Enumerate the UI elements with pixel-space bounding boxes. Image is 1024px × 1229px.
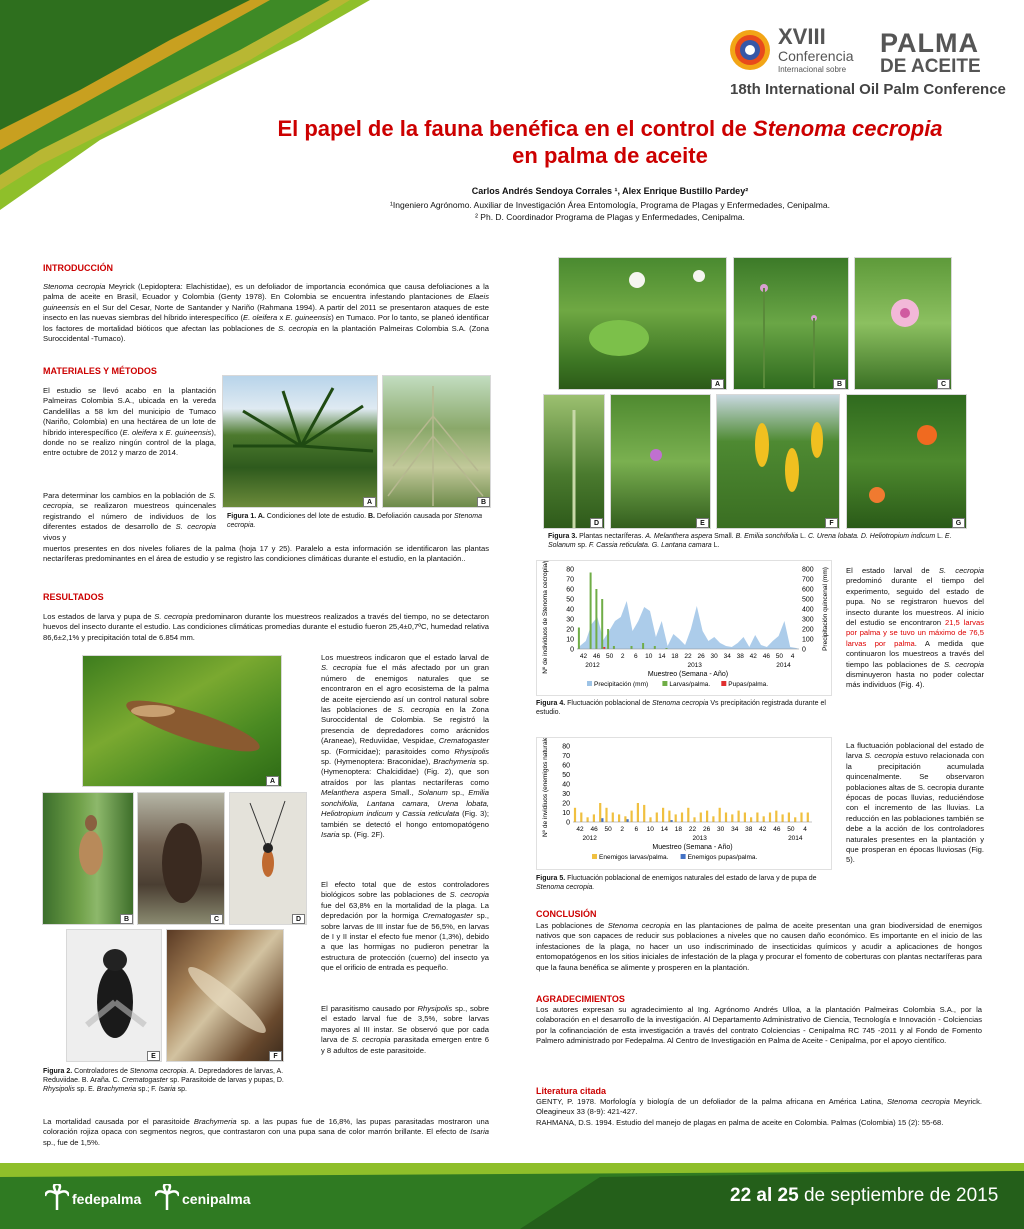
x-tick-label: 38 <box>736 653 744 660</box>
palma-word: PALMA <box>880 28 979 58</box>
x-tick-label: 14 <box>658 653 666 660</box>
event-date <box>730 1185 998 1207</box>
cenipalma-text: cenipalma <box>182 1191 251 1207</box>
x-tick-label: 4 <box>803 826 807 833</box>
palma-logo <box>880 28 1010 78</box>
results-text-1: Los estados de larva y pupa de S. cecropia predominaron durante los muestreos realizados a través del tiempo, no se detectaron huevos del insecto durante el estudio. Las condiciones climáticas promedias durante el estudio fueron 25,4±0,7ºC, humedad relativa 86,6±2,1% y precipitación total de 6.854 mm. <box>43 612 489 642</box>
right-text-2: La fluctuación poblacional del estado de larva S. cecropia estuvo relacionada con la precipitación acumulada quincenalmente. Se observaron poblaciones altas de S. cecropia durante épocas de pocas lluvias, reduciéndose con el incremento de las lluvias. La reducción en las poblaciones también se debe a la acción de los controladores naturales presentes en la plantación y que prosperan en épocas lluviosas (Fig. 5). <box>846 741 984 865</box>
x-axis-title: Muestreo (Semana - Año) <box>652 844 733 851</box>
bar-0 <box>574 808 576 822</box>
x-tick-label: 34 <box>723 653 731 660</box>
conference-roman: XVIII <box>778 24 826 49</box>
x-tick-label: 6 <box>634 826 639 833</box>
bar-0 <box>590 573 592 650</box>
fig3-photo-b <box>733 257 849 390</box>
fig1-label-b: B <box>477 497 490 507</box>
fig2-photo-b <box>42 792 134 925</box>
aceite-word: DE ACEITE <box>880 56 981 77</box>
legend-label: Enemigos pupas/palma. <box>687 854 758 861</box>
y-tick-label: 60 <box>566 586 574 594</box>
bar-0 <box>807 813 809 823</box>
y2-tick-label: 300 <box>802 616 814 624</box>
conference-emblem-icon <box>728 28 772 72</box>
fig3-photo-d <box>543 394 605 529</box>
y-tick-label: 50 <box>562 772 570 779</box>
legend-swatch <box>681 854 686 859</box>
y-tick-label: 80 <box>562 743 570 751</box>
year-label: 2012 <box>582 835 597 842</box>
results-text-5: La mortalidad causada por el parasitoide Brachymeria sp. a las pupas fue de 16,8%, las pupas parasitadas mostraron una coloración rojiza opaca con segmentos negros, que contrastaron con una pupa sana de color marrón brillante. El efecto de Isaria sp., fue de 1,5%. <box>43 1117 489 1147</box>
y-tick-label: 60 <box>562 762 570 770</box>
fig4-chart-svg <box>537 561 833 697</box>
x-tick-label: 50 <box>605 653 614 660</box>
fig2-photo-a <box>82 655 282 787</box>
bar-0 <box>643 805 645 822</box>
x-tick-label: 50 <box>775 653 784 660</box>
y-tick-label: 30 <box>566 616 574 624</box>
bar-0 <box>631 646 633 649</box>
x-tick-label: 18 <box>671 653 679 660</box>
fig3-label-g: G <box>952 518 965 528</box>
acknowledgements-text: Los autores expresan su agradecimiento al Ing. Agrónomo Andrés Ulloa, a la plantación Palmeiras Colombia S.A., por la colaboración en el desarrollo de la investigación. Al Departamento Administrativo de Ciencia, Tecnología e Innovación - Colciencias por la cofinanciación de esta investigación a través del contrato Colciencias - Cenipalma RC 745 -2011 y al Fondo de Fomento Palmero administrado por Fedepalma. Al Centro de Investigación en Palma de Aceite - Cenipalma, por el apoyo científico. <box>536 1005 982 1046</box>
bar-0 <box>649 817 651 822</box>
y2-tick-label: 100 <box>802 636 814 644</box>
fig4-caption: Figura 4. Fluctuación poblacional de Stenoma cecropia Vs precipitación registrada durante el estudio. <box>536 700 826 716</box>
bar-0 <box>654 646 656 649</box>
x-tick-label: 2 <box>620 653 625 660</box>
fig2-photo-e <box>66 929 162 1062</box>
x-tick-label: 26 <box>697 653 705 660</box>
year-label: 2013 <box>692 835 707 842</box>
methods-text-2: Para determinar los cambios en la población de S. cecropia, se realizaron muestreos quincenales registrando el número de individuos de los diferentes estados de desarrollo de S. cecropia vivos y <box>43 491 216 542</box>
cenipalma-emblem-icon <box>155 1184 179 1210</box>
bar-0 <box>731 814 733 822</box>
x-tick-label: 14 <box>660 826 669 833</box>
fig3-label-b: B <box>833 379 846 389</box>
conference-sub: Internacional sobre <box>778 65 847 74</box>
results-text-2: Los muestreos indicaron que el estado larval de S. cecropia fue el más afectado por un gran número de enemigos naturales que se encontraron en el agro ecosistema de la palma de aceite ejerciendo así un control natural sobre las poblaciones de S. cecropia en la Zona Suroccidental de Colombia. Se registró la presencia de depredadores como arácnidos (Araneae), Reduviidae, Vespidae, Crematogaster sp. (Formicidae); parasitoides como Rhysipolis sp. (Hymenoptera: Braconidae), Brachymeria sp. (Hymenoptera: Chalcididae) (Fig. 2), que son atraídos por las plantas nectaríferas como Melanthera aspera Small., Solanum sp., Emilia sonchifolia, Lantana camara, Urena lobata, Heliotropium indicum y Cassia reticulata (Fig. 3); también se detectó el hongo entomopatógeno Isaria sp. (Fig. 2F). <box>321 653 490 839</box>
legend-label: Pupas/palma. <box>728 681 769 688</box>
y-axis-title: Nº de individuos de Stenoma cecropia/palma <box>542 561 549 674</box>
x-tick-label: 50 <box>604 826 612 833</box>
results-text-4: El parasitismo causado por Rhysipolis sp., sobre el estado larval fue de 3,5%, sobre larvas mayores al III instar. Se observó que por cada larva de S. cecropia parasitada emergen entre 6 y 8 adultos de este parasitoide. <box>321 1004 489 1055</box>
results-heading: RESULTADOS <box>43 592 104 602</box>
bar-0 <box>662 808 664 822</box>
fig3-label-c: C <box>937 379 950 389</box>
fig3-caption: Figura 3. Plantas nectaríferas. A. Melanthera aspera Small. B. Emilia sonchifolia L. C. Urena lobata. D. Heliotropium indicum L. E. Solanum sp. F. Cassia reticulata. G. Lantana camara L. <box>548 533 952 549</box>
x-tick-label: 46 <box>773 826 781 833</box>
bar-0 <box>593 814 595 822</box>
y-tick-label: 70 <box>562 753 570 760</box>
legend-label: Larvas/palma. <box>669 681 711 688</box>
y-tick-label: 70 <box>566 576 574 584</box>
fig1-photo-a <box>222 375 378 508</box>
fig1-caption: Figura 1. A. Condiciones del lote de estudio. B. Defoliación causada por Stenoma cecropia. <box>227 513 483 529</box>
literature-heading: Literatura citada <box>536 1086 607 1096</box>
bar-0 <box>782 814 784 822</box>
legend-swatch <box>662 681 667 686</box>
x-tick-label: 38 <box>745 826 753 833</box>
fig1-label-a: A <box>363 497 376 507</box>
y-tick-label: 40 <box>562 781 570 789</box>
precipitation-area <box>577 601 799 649</box>
y-tick-label: 50 <box>566 596 574 604</box>
y-tick-label: 30 <box>562 791 570 798</box>
x-tick-label: 10 <box>646 826 654 833</box>
y2-tick-label: 0 <box>802 646 806 654</box>
y-tick-label: 20 <box>566 626 574 634</box>
poster-title <box>200 115 1020 169</box>
bar-0 <box>595 589 597 649</box>
bar-0 <box>719 808 721 822</box>
fig5-chart <box>536 737 832 870</box>
bar-0 <box>700 813 702 823</box>
conference-word: Conferencia <box>778 48 854 64</box>
results-text-3: El efecto total que de estos controladores biológicos sobre las poblaciones de S. cecropia fue del 63,8% en la mortalidad de la plaga. La depredación por la hormiga Crematogaster sp., sobre larvas de III instar fue de 56,5%, en larvas de I y II instar el efecto fue menor (1,3%), debido a que las hormigas no pudieron penetrar la estructura de protección (cuerno) del insecto ya que el orificio de entrada es pequeño. <box>321 880 489 973</box>
methods-text-1: El estudio se llevó acabo en la plantación Palmeiras Colombia S.A., ubicada en la vereda Candelillas a 58 km del municipio de Tumaco (Nariño, Colombia) en una hectárea de un lote de híbrido interespecífico (E. oleifera x E. guineensis), donde no se realizo ningún control de la plaga, entre octubre de 2012 y marzo de 2014. <box>43 386 216 458</box>
y2-tick-label: 500 <box>802 596 814 604</box>
conference-logo <box>728 24 878 80</box>
bar-0 <box>599 803 601 822</box>
bar-0 <box>580 813 582 823</box>
x-tick-label: 22 <box>684 653 692 660</box>
bar-0 <box>587 817 589 822</box>
bar-0 <box>706 811 708 822</box>
fedepalma-text: fedepalma <box>72 1191 142 1207</box>
bar-0 <box>624 816 626 822</box>
y-tick-label: 20 <box>562 800 570 808</box>
international-label: 18th International Oil Palm Conference <box>730 81 1006 98</box>
fig3-photo-e <box>610 394 711 529</box>
y2-tick-label: 400 <box>802 606 814 614</box>
year-label: 2014 <box>776 662 791 669</box>
bar-0 <box>656 813 658 823</box>
title-line1-text: El papel de la fauna benéfica en el control de <box>277 116 754 141</box>
bar-0 <box>578 628 580 650</box>
fig4-chart <box>536 560 832 696</box>
y-tick-label: 10 <box>562 810 570 817</box>
fig2-label-e: E <box>147 1051 160 1061</box>
bar-0 <box>675 814 677 822</box>
bar-0 <box>712 816 714 822</box>
fig3-photo-c <box>854 257 952 390</box>
x-tick-label: 2 <box>620 826 625 833</box>
y2-axis-title: Precipitación quincenal (mm) <box>822 567 829 651</box>
bar-0 <box>681 813 683 823</box>
y-tick-label: 0 <box>566 819 570 827</box>
bar-0 <box>725 813 727 823</box>
bar-0 <box>605 808 607 822</box>
authors: Carlos Andrés Sendoya Corrales ¹, Alex Enrique Bustillo Pardey² <box>471 186 749 196</box>
x-tick-label: 50 <box>787 826 795 833</box>
legend-swatch <box>592 854 597 859</box>
y-tick-label: 40 <box>566 606 574 614</box>
fig3-label-a: A <box>711 379 724 389</box>
methods-heading: MATERIALES Y MÉTODOS <box>43 366 157 376</box>
bar-0 <box>637 803 639 822</box>
bar-0 <box>612 813 614 823</box>
legend-swatch <box>721 681 726 686</box>
event-date-days: 22 al 25 <box>730 1185 799 1206</box>
acknowledgements-heading: AGRADECIMIENTOS <box>536 994 625 1004</box>
bar-0 <box>693 817 695 822</box>
x-tick-label: 42 <box>579 653 588 660</box>
title-line2: en palma de aceite <box>512 143 708 168</box>
legend-label: Precipitación (mm) <box>594 681 649 688</box>
fig2-label-b: B <box>120 914 133 924</box>
fig3-label-d: D <box>590 518 603 528</box>
bar-0 <box>744 813 746 823</box>
x-tick-label: 46 <box>592 653 601 660</box>
conclusion-text: Las poblaciones de Stenoma cecropia en las plantaciones de palma de aceite presentan una gran biodiversidad de enemigos nativos que son capaces de reducir sus poblaciones a niveles que no causen daño económico. Es importante en el inicio de las infestaciones de la plaga, no hacer un uso indiscriminado de insecticidas químicos y acudir a aplicaciones de hongos entomopatógenos en los sitios iniciales de infestación de la plaga y procurar el fomento de coberturas con plantas nectaríferas para que la fauna benéfica se alimente y prosperen en la plantación. <box>536 921 982 972</box>
fig2-caption: Figura 2. Controladores de Stenoma cecropia. A. Depredadores de larvas, A. Reduviidae. B. Araña. C. Crematogaster sp. Parasitoide de larvas y pupas, D. Rhysipolis sp. E. Brachymeria sp.; F. Isaria sp. <box>43 1068 284 1093</box>
x-tick-label: 46 <box>762 653 771 660</box>
fig2-label-d: D <box>292 914 305 924</box>
fig3-label-f: F <box>825 518 838 528</box>
y-tick-label: 10 <box>566 636 574 644</box>
bar-0 <box>775 811 777 822</box>
year-label: 2014 <box>788 835 803 842</box>
x-tick-label: 42 <box>749 653 757 660</box>
x-tick-label: 42 <box>576 826 584 833</box>
x-axis-title: Muestreo (Semana - Año) <box>647 671 729 678</box>
bar-0 <box>763 816 765 822</box>
intro-heading: INTRODUCCIÓN <box>43 263 113 273</box>
bar-0 <box>601 599 603 649</box>
fig3-photo-a <box>558 257 727 390</box>
fig5-caption: Figura 5. Fluctuación poblacional de enemigos naturales del estado de larva y de pupa de Stenoma cecropia. <box>536 875 817 891</box>
right-text-1: El estado larval de S. cecropia predominó durante el tiempo del experimento, seguido del estado de pupa. No se registraron huevos del insecto durante los muestreos. Al inicio del estudio se encontraron 21,5 larvas por palma y se tuvo un máximo de 76,5 larvas por palma. A medida que continuaron los muestreos a través del tiempo las poblaciones de S. cecropia disminuyeron hasta no poder colectar más individuos (Fig. 4). <box>846 566 984 690</box>
x-tick-label: 4 <box>790 653 795 660</box>
conclusion-heading: CONCLUSIÓN <box>536 909 597 919</box>
bar-0 <box>756 813 758 823</box>
x-tick-label: 30 <box>710 653 718 660</box>
x-tick-label: 10 <box>645 653 653 660</box>
bar-0 <box>607 629 609 649</box>
fedepalma-emblem-icon <box>45 1184 69 1210</box>
x-tick-label: 46 <box>590 826 598 833</box>
affiliation-1: ¹Ingeniero Agrónomo. Auxiliar de Investigación Área Entomología, Programa de Plagas y Enfermedades, Cenipalma. <box>390 200 830 210</box>
title-species: Stenoma cecropia <box>753 116 943 141</box>
year-label: 2013 <box>687 662 702 669</box>
fig2-label-c: C <box>210 914 223 924</box>
y-axis-title: Nº de invidiuos (enemigos naturales) <box>542 738 549 838</box>
intro-text: Stenoma cecropia Meyrick (Lepidoptera: Elachistidae), es un defoliador de importancia económica que causa defoliaciones a la palma de aceite en Brasil, Ecuador y Colombia (Genty 1978). En Colombia se encuentra infestando plantaciones de Elaeis guineensis en el Sur del Cesar, Norte de Santander y Nariño (Rahmana 1994). A partir del 2011 se presentaron ataques de este insecto en las nuevas siembras del híbrido interespecífico (E. oleifera x E. guineensis) en Tumaco. Por lo tanto, se planeó identificar los factores de mortalidad bióticos que afectan las poblaciones de S. cecropia en la plantación Palmeiras Colombia S.A. (Zona Suroccidental -Tumaco). <box>43 282 490 344</box>
bar-0 <box>618 814 620 822</box>
legend-label: Enemigos larvas/palma. <box>599 854 669 861</box>
fig3-photo-f <box>716 394 840 529</box>
event-date-month: de septiembre de 2015 <box>798 1185 999 1206</box>
y-tick-label: 80 <box>566 566 574 574</box>
bar-1 <box>601 818 603 822</box>
literature-2: RAHMANA, D.S. 1994. Estudio del manejo de plagas en palma de aceite en Colombia. Palmas (Colombia) 15 (2): 55-68. <box>536 1118 944 1127</box>
fig3-photo-g <box>846 394 967 529</box>
fig2-label-f: F <box>269 1051 282 1061</box>
y2-tick-label: 600 <box>802 586 814 594</box>
x-tick-label: 34 <box>731 826 739 833</box>
y-tick-label: 0 <box>570 646 574 654</box>
bar-0 <box>687 808 689 822</box>
affiliation-2: ² Ph. D. Coordinador Programa de Plagas y Enfermedades, Cenipalma. <box>475 212 745 222</box>
y2-tick-label: 200 <box>802 626 814 634</box>
bar-0 <box>668 811 670 822</box>
y2-tick-label: 700 <box>802 576 814 584</box>
x-tick-label: 30 <box>716 826 725 833</box>
literature-1: GENTY, P. 1978. Morfología y biología de un defoliador de la palma africana en América Latina, Stenoma cecropia Meyrick. Oleagineux 33 (8-9): 421-427. <box>536 1097 982 1117</box>
bar-0 <box>788 813 790 823</box>
bar-0 <box>794 817 796 822</box>
methods-text-3: muertos presentes en dos niveles foliares de la palma (hoja 17 y 25). Paralelo a esta información se identificaron las plantas nectaríferas predominantes en el área de estudio y se registro las condiciones climáticas durante el estudio, en la plantación.. <box>43 544 489 564</box>
y2-tick-label: 800 <box>802 566 814 574</box>
x-tick-label: 26 <box>702 826 711 833</box>
x-tick-label: 6 <box>633 653 638 660</box>
bar-0 <box>750 817 752 822</box>
bar-0 <box>738 811 740 822</box>
fig2-photo-c <box>137 792 225 925</box>
fig5-chart-svg <box>537 738 833 871</box>
x-tick-label: 22 <box>688 826 697 833</box>
fig2-photo-f <box>166 929 284 1062</box>
fig3-label-e: E <box>696 518 709 528</box>
bar-0 <box>769 813 771 823</box>
bar-0 <box>800 813 802 823</box>
bar-0 <box>642 643 644 649</box>
fig2-photo-d <box>229 792 307 925</box>
bar-0 <box>631 811 633 822</box>
year-label: 2012 <box>585 662 600 669</box>
bar-0 <box>613 646 615 649</box>
legend-swatch <box>587 681 592 686</box>
fig1-photo-b <box>382 375 491 508</box>
x-tick-label: 42 <box>759 826 767 833</box>
bar-1 <box>627 819 629 822</box>
x-tick-label: 18 <box>674 826 683 833</box>
fig2-label-a: A <box>266 776 279 786</box>
